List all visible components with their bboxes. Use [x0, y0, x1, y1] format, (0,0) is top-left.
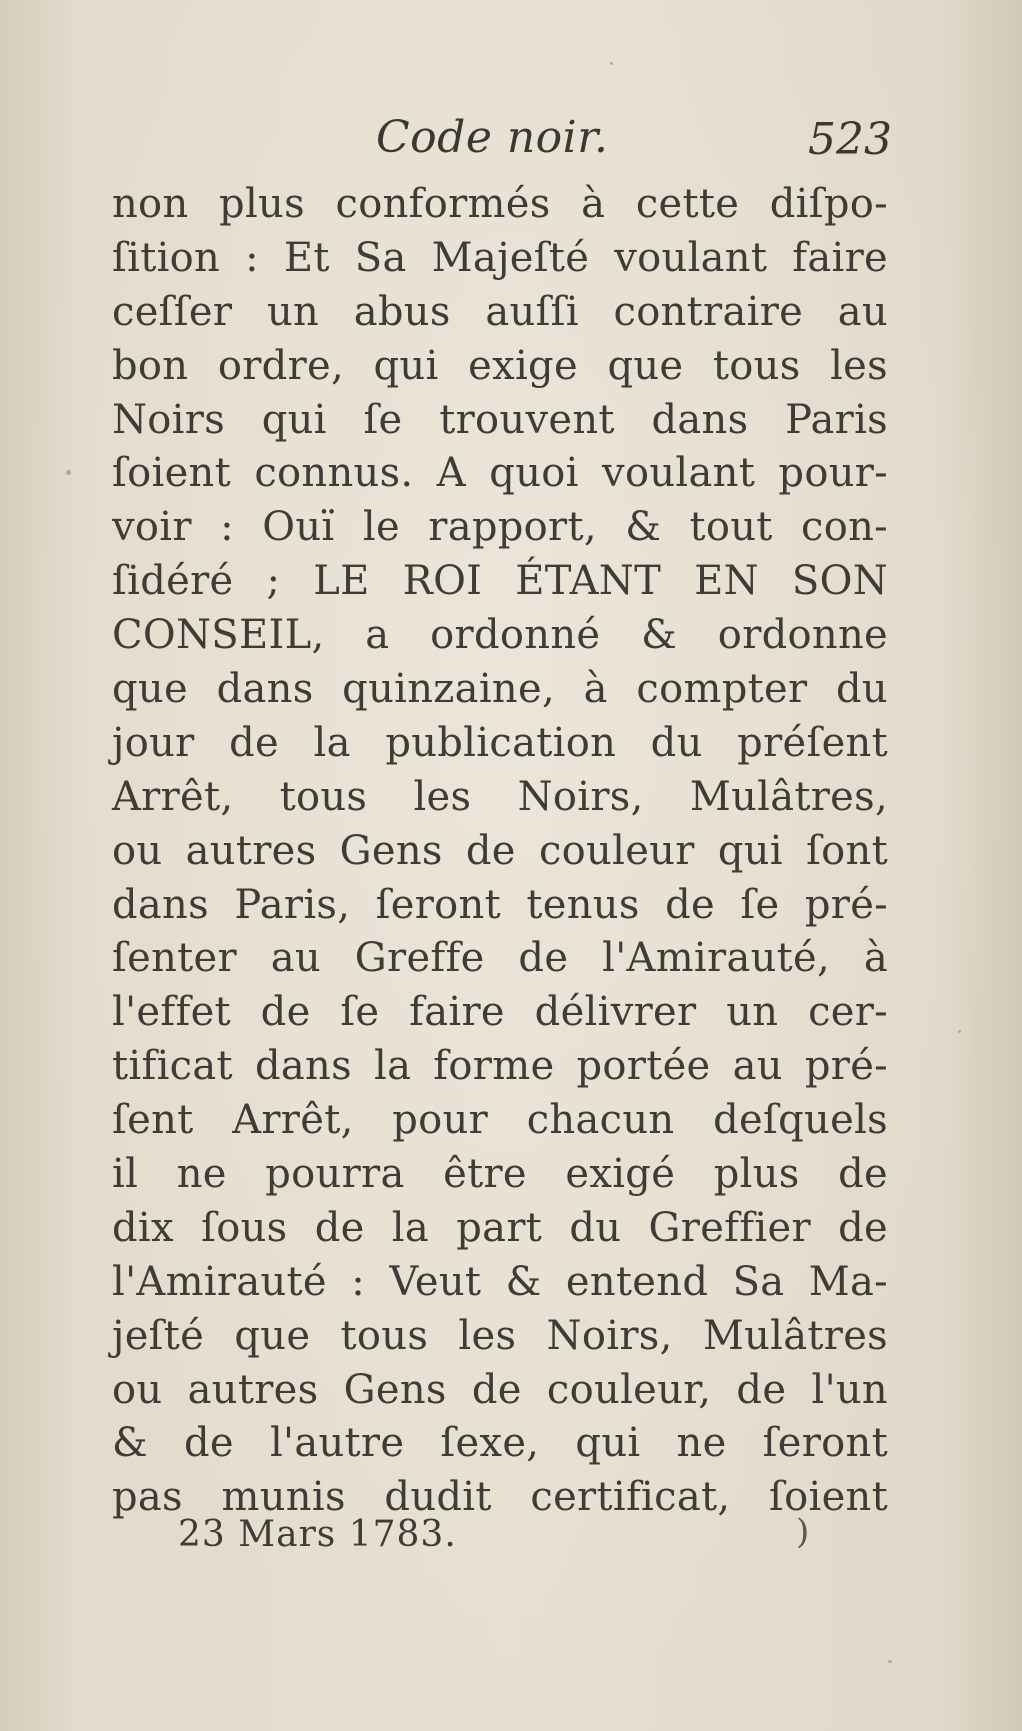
text-line: ſenter au Greffe de l'Amirauté, à: [112, 935, 888, 982]
text-line: ou autres Gens de couleur qui ſont: [112, 827, 888, 874]
text-line: ou autres Gens de couleur, de l'un: [112, 1366, 888, 1413]
text-line: bon ordre, qui exige que tous les: [112, 342, 888, 389]
text-line: Noirs qui ſe trouvent dans Paris: [112, 396, 888, 443]
footer-date: 23 Mars 1783.: [178, 1514, 457, 1555]
paper-speck: [888, 1660, 892, 1663]
text-line: CONSEIL, a ordonné & ordonne: [112, 612, 888, 659]
text-line: jeſté que tous les Noirs, Mulâtres: [112, 1312, 888, 1359]
text-line: & de l'autre ſexe, qui ne ſeront: [112, 1420, 888, 1467]
footer-mark: ): [796, 1512, 810, 1552]
text-line: ceſſer un abus auſſi contraire au: [112, 288, 888, 335]
text-line: Arrêt, tous les Noirs, Mulâtres,: [112, 773, 888, 820]
text-line: que dans quinzaine, à compter du: [112, 666, 888, 713]
text-line: l'Amirauté : Veut & entend Sa Ma-: [112, 1258, 888, 1305]
text-line: ſoient connus. A quoi voulant pour-: [112, 450, 888, 497]
text-line: pas munis dudit certificat, ſoient: [112, 1474, 888, 1521]
text-line: l'effet de ſe faire délivrer un cer-: [112, 989, 888, 1036]
page-header: [112, 112, 892, 172]
text-line: ſent Arrêt, pour chacun deſquels: [112, 1097, 888, 1144]
body-text: [112, 178, 888, 1525]
text-line: tificat dans la forme portée au pré-: [112, 1043, 888, 1090]
text-line: dix ſous de la part du Greffier de: [112, 1204, 888, 1251]
text-line: dans Paris, ſeront tenus de ſe pré-: [112, 881, 888, 928]
paper-speck: [66, 470, 71, 475]
paper-speck: [610, 62, 613, 65]
page-number: 523: [808, 114, 892, 165]
text-line: il ne pourra être exigé plus de: [112, 1151, 888, 1198]
paper-speck: [958, 1030, 961, 1033]
text-line: jour de la publication du préſent: [112, 719, 888, 766]
text-line: ſition : Et Sa Majeſté voulant faire: [112, 234, 888, 281]
text-line: non plus conformés à cette diſpo-: [112, 181, 888, 227]
text-line: voir : Ouï le rapport, & tout con-: [112, 504, 888, 551]
text-line: ſidéré ; LE ROI ÉTANT EN SON: [112, 558, 888, 605]
running-title: Code noir.: [376, 112, 609, 163]
